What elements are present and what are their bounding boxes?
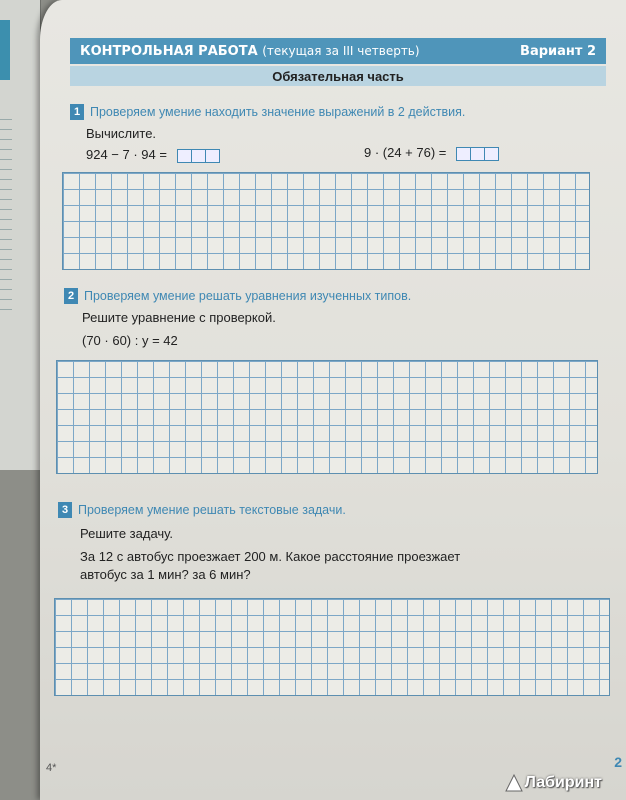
task-2-title: Проверяем умение решать уравнения изученных типов. — [84, 289, 412, 303]
task-2-instruction: Решите уравнение с проверкой. — [82, 310, 276, 325]
watermark-logo-icon — [505, 774, 523, 792]
task-1-answer-grid[interactable] — [62, 172, 590, 270]
watermark — [505, 774, 602, 792]
task-1-number: 1 — [70, 104, 84, 120]
header-variant: Вариант 2 — [520, 43, 596, 59]
task-3-problem-line-2: автобус за 1 мин? за 6 мин? — [80, 567, 251, 582]
section-bar — [70, 66, 606, 86]
page-number: 2 — [614, 754, 622, 770]
watermark-text: Лабиринт — [524, 774, 602, 791]
task-3-number: 3 — [58, 502, 72, 518]
workbook-page — [40, 0, 626, 800]
task-3-instruction: Решите задачу. — [80, 526, 173, 541]
section-title: Обязательная часть — [272, 68, 404, 84]
header-title: КОНТРОЛЬНАЯ РАБОТА — [80, 43, 258, 59]
header-subtitle: (текущая за III четверть) — [262, 43, 420, 58]
task-2-equation: (70 · 60) : y = 42 — [82, 333, 178, 348]
task-1-answer-2-boxes[interactable] — [456, 147, 498, 161]
task-1-expression-1-text: 924 − 7 · 94 = — [86, 147, 167, 162]
task-3-heading — [58, 502, 346, 518]
adjacent-page-edge — [0, 0, 41, 470]
adjacent-page-strip — [0, 20, 10, 80]
task-1-answer-1-boxes[interactable] — [177, 149, 219, 163]
header-bar — [70, 38, 606, 64]
task-1-title: Проверяем умение находить значение выражений в 2 действия. — [90, 105, 466, 119]
task-1-expression-2 — [364, 145, 498, 161]
task-2-heading — [64, 288, 411, 304]
task-3-problem-line-1: За 12 с автобус проезжает 200 м. Какое расстояние проезжает — [80, 549, 461, 564]
adjacent-page-lines — [0, 110, 12, 310]
task-1-heading — [70, 104, 465, 120]
task-2-answer-grid[interactable] — [56, 360, 598, 474]
page-corner-mark: 4* — [46, 762, 57, 774]
task-3-title: Проверяем умение решать текстовые задачи. — [78, 503, 346, 517]
header-title-group — [80, 44, 420, 59]
task-3-answer-grid[interactable] — [54, 598, 610, 696]
task-1-expression-1 — [86, 147, 219, 163]
task-1-expression-2-text: 9 · (24 + 76) = — [364, 145, 447, 160]
task-2-number: 2 — [64, 288, 78, 304]
task-1-instruction: Вычислите. — [86, 126, 157, 141]
